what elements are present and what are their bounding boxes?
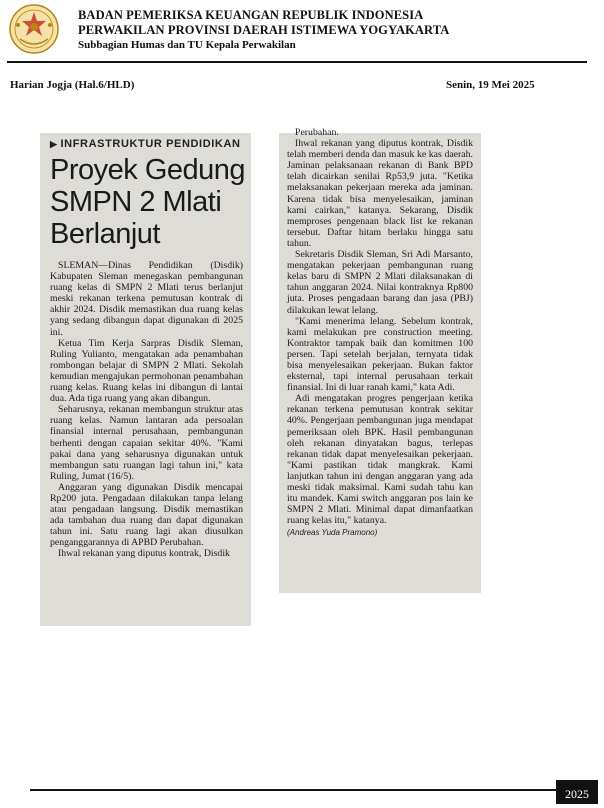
paragraph: "Kami menerima lelang. Sebelum kontrak, kami melakukan pre construction meeting. Kontraktor tampak baik dan komitmen 100 persen. Tapi setelah berjalan, ternyata tidak bisa menyelesaikan pekerjaan. Bukan faktor eksternal, tapi internal perusahaan terkait finansial. Ini di luar ranah kami," kata Adi.	[287, 315, 473, 394]
source-label: Harian Jogja (Hal.6/HLD)	[10, 79, 135, 91]
header-divider	[7, 61, 587, 63]
paragraph: Ihwal rekanan yang diputus kontrak, Disdik telah memberi denda dan masuk ke kas daerah. Jaminan pelaksanaan rekanan di Bank BPD telah dicairkan senilai Rp53,9 juta. "Ketika melaksanakan pekerjaan mereka ada jaminan. Karena tidak bisa menyelesaikan, jaminan kami cairkan," katanya. Sekarang, Disdik memproses pengenaan black list ke rekanan tersebut. Daftar hitam berlaku hingga satu tahun.	[287, 138, 473, 249]
article-column-1	[40, 250, 251, 560]
paragraph: Ihwal rekanan yang diputus kontrak, Disdik	[58, 548, 230, 560]
org-branch-line: PERWAKILAN PROVINSI DAERAH ISTIMEWA YOGYAKARTA	[78, 23, 450, 37]
footer-divider	[30, 789, 556, 791]
news-clipping-left	[40, 133, 251, 626]
rubric-text: INFRASTRUKTUR PENDIDIKAN	[60, 138, 241, 150]
headline: Proyek Gedung SMPN 2 Mlati Berlanjut	[50, 154, 246, 250]
org-unit-line: Subbagian Humas dan TU Kepala Perwakilan	[78, 39, 296, 51]
rubric	[40, 133, 251, 150]
news-clipping-right	[279, 127, 481, 593]
article-column-2	[279, 127, 481, 538]
byline: (Andreas Yuda Pramono)	[287, 528, 378, 538]
bpk-emblem-logo	[8, 3, 60, 55]
paragraph: SLEMAN—Dinas Pendidikan (Disdik) Kabupaten Sleman menegaskan pembangunan ruang kelas di SMPN 2 Mlati terus berlanjut meski rekanan terkena pemutusan kontrak di akhir 2024. Disdik memastikan dua ruang kelas yang sedang dibangun dapat digunakan di 2025 ini.	[50, 260, 243, 338]
date-label: Senin, 19 Mei 2025	[446, 79, 535, 91]
paragraph: Anggaran yang digunakan Disdik mencapai Rp200 juta. Pengadaan dilakukan tanpa lelang atau pengadaan langsung. Disdik memastikan ada tambahan dua ruang dan dapat digunakan tahun ini. Satu ruang lagi akan diusulkan penganggarannya di APBD Perubahan.	[50, 481, 243, 549]
year-badge: 2025	[556, 780, 598, 804]
paragraph: Sekretaris Disdik Sleman, Sri Adi Marsanto, mengatakan pekerjaan pembangunan ruang kelas baru di SMPN 2 Mlati dilaksanakan di tahun anggaran 2024. Nilai kontraknya Rp800 juta. Proses pengadaan barang dan jasa (PBJ) dilakukan lewat lelang.	[287, 249, 473, 316]
org-name-line: BADAN PEMERIKSA KEUANGAN REPUBLIK INDONESIA	[78, 8, 424, 22]
paragraph: Ketua Tim Kerja Sarpras Disdik Sleman, Ruling Yulianto, mengatakan ada penambahan rombongan belajar di SMPN 2 Mlati. Sekolah kemudian mengajukan permohonan penambahan ruang kelas. Ruang kelas ini dibangun di lantai dua. Ada tiga ruang yang akan dibangun.	[50, 337, 243, 405]
triangle-icon: ▶	[50, 139, 58, 149]
paragraph: Adi mengatakan progres pengerjaan ketika rekanan terkena pemutusan kontrak sekitar 40%. Pengerjaan pembangunan juga mendapat pemeriksaan oleh BPK. Hasil pembangunan oleh rekanan dinyatakan bagus, terlepas rekanan tidak dapat menyelesaikan pekerjaan. "Kami pastikan tidak mangkrak. Kami lanjutkan tahun ini dengan anggaran yang ada meski tidak maksimal. Kami sudah tahu kan itu mandek. Kami switch anggaran pos lain ke SMPN 2 Mlati. Minimal dapat dimanfaatkan ruang kelas itu," katanya.	[287, 393, 473, 527]
paragraph: Perubahan.	[295, 127, 339, 138]
paragraph: Seharusnya, rekanan membangun struktur atas ruang kelas. Namun lantaran ada persoalan finansial internal perusahaan, pembangunan berhenti dengan capaian sekitar 40%. "Kami pakai dana yang seharusnya digunakan untuk membangun satu ruangan lagi tahun ini," kata Ruling, Jumat (16/5).	[50, 404, 243, 482]
letterhead	[78, 8, 449, 53]
